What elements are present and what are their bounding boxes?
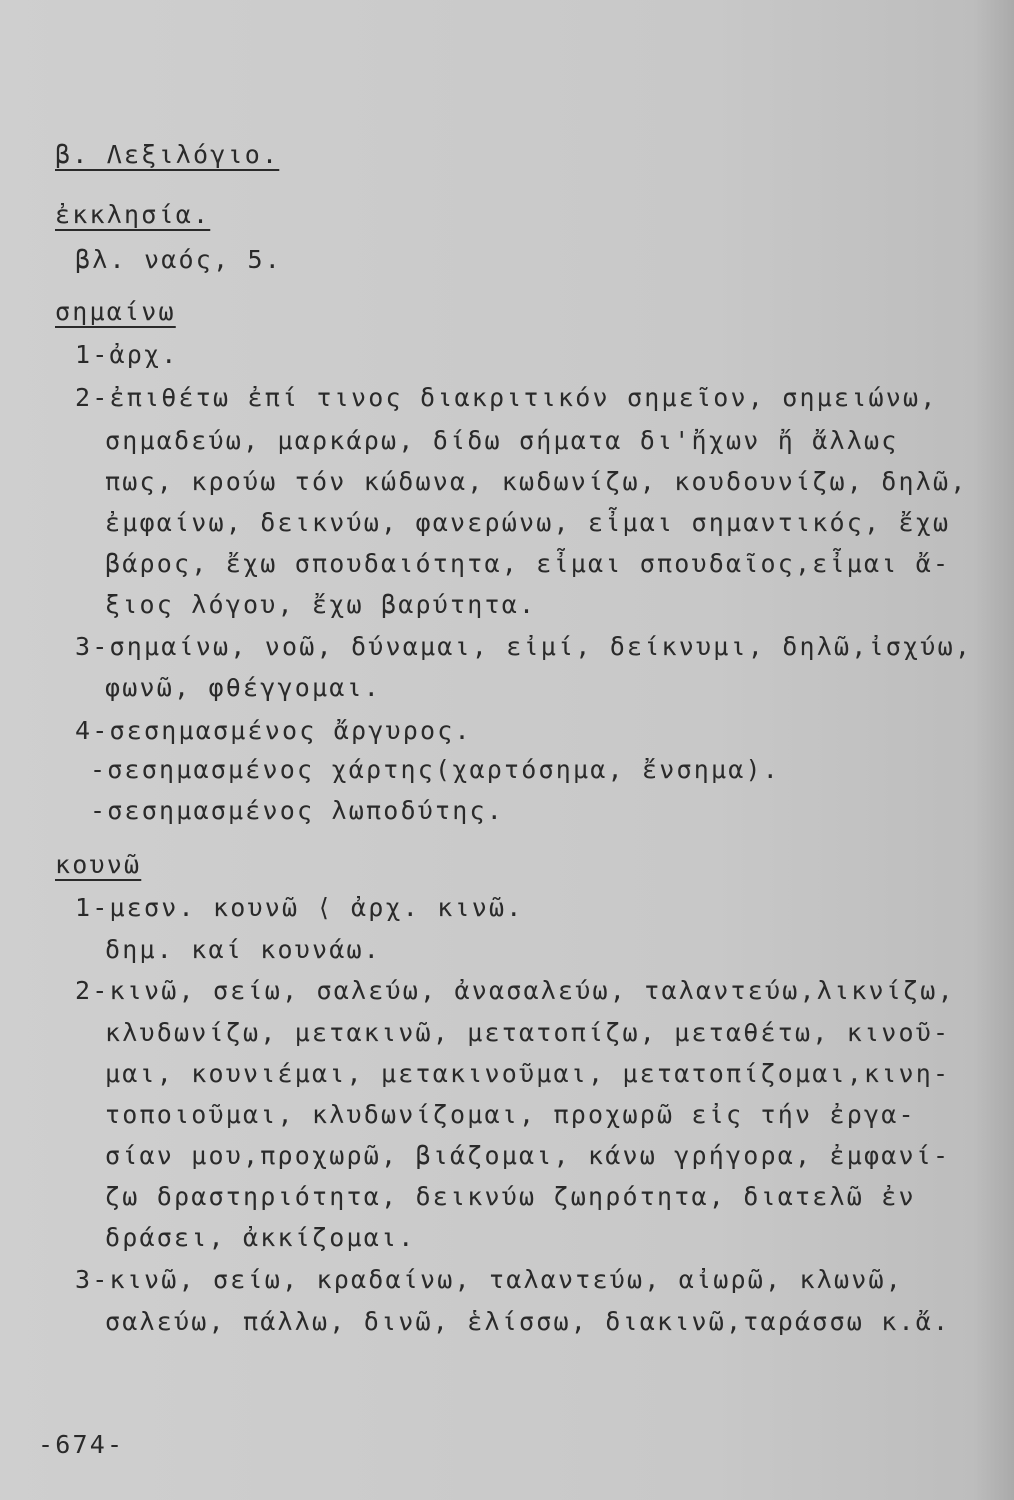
entry-line: 1-μεσν. κουνῶ ⟨ ἀρχ. κινῶ. [75,893,524,922]
headword-kouno: κουνῶ [55,850,142,879]
entry-line: -σεσημασμένος λωποδύτης. [90,796,505,825]
entry-line: δράσει, ἀκκίζομαι. [105,1223,416,1252]
entry-line: δημ. καί κουνάω. [105,935,382,964]
entry-line: φωνῶ, φθέγγομαι. [105,673,382,702]
entry-line: ζω δραστηριότητα, δεικνύω ζωηρότητα, διατελῶ ἐν [105,1182,916,1211]
entry-line: ἐμφαίνω, δεικνύω, φανερώνω, εἶμαι σημαντικός, ἔχω [105,508,951,537]
entry-line: 4-σεσημασμένος ἄργυρος. [75,716,472,745]
entry-line: πως, κρούω τόν κώδωνα, κωδωνίζω, κουδουνίζω, δηλῶ, [105,467,968,496]
entry-line: βλ. ναός, 5. [75,245,283,274]
headword-simaino: σημαίνω [55,297,176,326]
entry-line: -σεσημασμένος χάρτης(χαρτόσημα, ἔνσημα). [90,755,781,784]
headword-ekklisia: ἐκκλησία. [55,200,211,229]
entry-line: σίαν μου,προχωρῶ, βιάζομαι, κάνω γρήγορα, ἐμφανί- [105,1141,951,1170]
entry-line: 3-κινῶ, σείω, κραδαίνω, ταλαντεύω, αἰωρῶ, κλωνῶ, [75,1265,904,1294]
entry-line: 2-ἐπιθέτω ἐπί τινος διακριτικόν σημεῖον, σημειώνω, [75,383,938,412]
entry-line: βάρος, ἔχω σπουδαιότητα, εἶμαι σπουδαῖος,εἶμαι ἄ- [105,549,951,578]
entry-line: κλυδωνίζω, μετακινῶ, μετατοπίζω, μεταθέτω, κινοῦ- [105,1018,951,1047]
entry-line: τοποιοῦμαι, κλυδωνίζομαι, προχωρῶ εἰς τήν ἐργα- [105,1100,916,1129]
entry-line: 3-σημαίνω, νοῶ, δύναμαι, εἰμί, δείκνυμι, δηλῶ,ἰσχύω, [75,632,973,661]
entry-line: 2-κινῶ, σείω, σαλεύω, ἀνασαλεύω, ταλαντεύω,λικνίζω, [75,976,955,1005]
entry-line: 1-ἀρχ. [75,340,179,369]
page-number: -674- [38,1430,125,1459]
entry-line: σαλεύω, πάλλω, δινῶ, ἑλίσσω, διακινῶ,ταράσσω κ.ἄ. [105,1307,951,1336]
entry-line: ξιος λόγου, ἔχω βαρύτητα. [105,590,537,619]
entry-line: μαι, κουνιέμαι, μετακινοῦμαι, μετατοπίζομαι,κινη- [105,1059,951,1088]
entry-line: σημαδεύω, μαρκάρω, δίδω σήματα δι'ἤχων ἤ ἄλλως [105,426,899,455]
section-title: β. Λεξιλόγιο. [55,140,280,169]
